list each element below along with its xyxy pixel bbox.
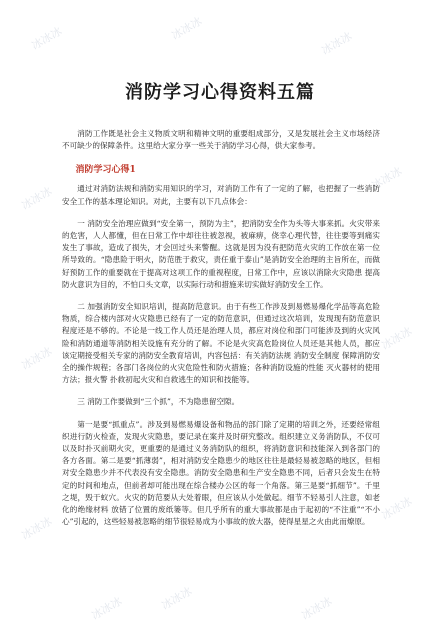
document-title: 消防学习心得资料五篇 [125, 82, 315, 103]
watermark-text: 冰冰冰 [369, 164, 405, 193]
watermark-text: 冰冰冰 [29, 24, 65, 53]
watermark-text: 冰冰冰 [19, 514, 55, 543]
watermark-text: 冰冰冰 [319, 29, 355, 58]
watermark-text: 冰冰冰 [169, 14, 205, 43]
document-body [62, 128, 380, 538]
watermark-text: 冰冰冰 [299, 594, 335, 623]
intro-paragraph: 消防工作既是社会主义物质文明和精神文明的重要组成部分，又是发展社会主义市场经济不可缺少的保障条件。这里给大家分享一些关于消防学习心得，供大家参考。 [62, 129, 380, 151]
watermark-text: 冰冰冰 [19, 184, 55, 213]
watermark-text: 冰冰冰 [379, 494, 415, 523]
body-paragraph: 一 消防安全治理应做到“安全第一，预防为主”，把消防安全作为头等大事来抓。火灾带来的危害，人人都懂，但在日常工作中却往往被忽视，被麻痹，侥幸心理代替，往往要等到痛实发生了事故，造成了损失，才会回过头来警醒。这就是因为没有把防范火灾的工作放在第一位所导致的。“隐患险于明火，防范胜于救灾，责任重于泰山”是消防安全治理的主旨所在，而做好预防工作的重要就在于提高对这项工作的重视程度，日常工作中，应该以消除火灾隐患 提高防火意识为目的，不怕口头文章，以实际行动和措施来切实做好消防安全工作。 [62, 218, 380, 289]
watermark-text: 冰冰冰 [159, 584, 195, 613]
body-paragraph: 三 消防工作要做到“三个抓”，不为隐患留空隙。 [77, 397, 240, 407]
section-subtitle: 消防学习心得1 [75, 165, 136, 176]
body-paragraph: 通过对消防法规和消防实用知识的学习，对消防工作有了一定的了解，也把握了一些消防安全工作的基本理论知识。对此，主要有以下几点体会： [62, 184, 380, 206]
body-paragraph: 二 加强消防安全知识培训，提高防范意识。由于有些工作涉及到易燃易爆化学品等高危险物质，综合楼内部对火灾隐患已经有了一定的防范意识，但通过这次培训，发现现有防范意识程度还是不够的。不论是一线工作人员还是治理人员，都应对岗位和部门可能涉及到的火灾风险和消防通道等消防相关设施有充分的了解。不论是火灾高危险岗位人员还是其他人员，都应该定期接受相关专家的消防安全教育培训，内容包括：有关消防法规 消防安全制度 保障消防安全的操作规程；各部门各岗位的火灾危险性和防火措施；各种消防设施的性能 灭火器材的使用方法；报火警 扑救初起火灾和自救逃生的知识和技能等。 [62, 302, 380, 385]
body-paragraph: 第一是要“抓重点”。涉及到易燃易爆设备和物品的部门除了定期的培训之外，还要经常组织进行防火检查，发现火灾隐患，要记录在案并及时研究整改。组织建立义务消防队，不仅可以及时扑灭前期火灾，更重要的是通过义务消防队的组织，将消防意识和技能深入到各部门的各方各面。第二是要“抓薄弱”，相对消防安全隐患少的地区往往是最轻易被忽略的地区，但相对安全隐患少并不代表没有安全隐患。消防安全隐患和生产安全隐患不同，后者只会发生在特定的时间和地点，但前者却可能出现在综合楼办公区的每一个角落。第三是要“抓细节”。千里之堤，毁于蚁穴。火灾的防范要从大处着眼，但应该从小处做起。细节不轻易引人注意，如老化的绝缘材料 放错了位置的废纸篓等。但几乎所有的重大事故都是由于起初的“不注重”“不小心”引起的，这些轻易被忽略的细节很轻易成为小事故的放大器，使得星星之火由此而燎原。 [62, 419, 380, 527]
watermark-text: 冰冰冰 [379, 324, 415, 353]
watermark-text: 冰冰冰 [89, 594, 125, 623]
watermark-text: 冰冰冰 [19, 344, 55, 373]
